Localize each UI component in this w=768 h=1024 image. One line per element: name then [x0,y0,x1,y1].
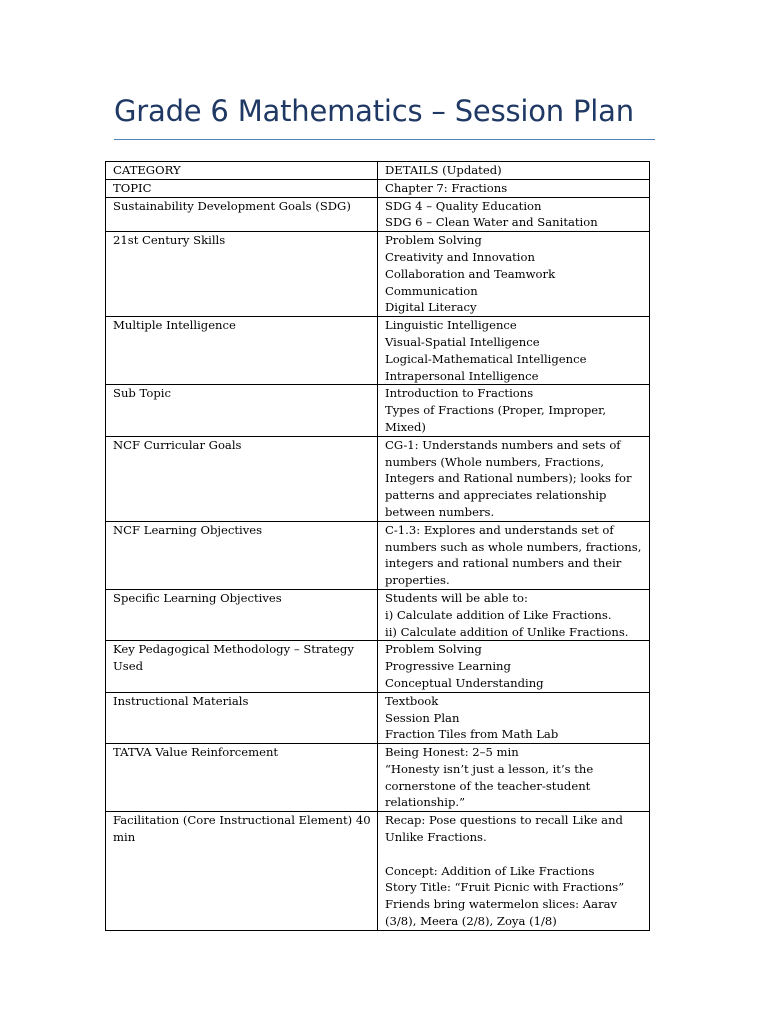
detail-line: Session Plan [385,710,460,725]
table-row [106,641,650,692]
document-title: Grade 6 Mathematics – Session Plan [114,94,634,128]
detail-line: “Honesty isn’t just a lesson, it’s the cornerstone of the teacher-student relationship.” [385,761,594,810]
detail-line: Progressive Learning [385,659,511,674]
detail-line: Linguistic Intelligence [385,318,517,333]
category-cell: Sub Topic [106,385,378,436]
detail-line: Intrapersonal Intelligence [385,368,539,383]
detail-line: Friends bring watermelon slices: Aarav (3/8), Meera (2/8), Zoya (1/8) [385,897,618,929]
detail-line: Logical-Mathematical Intelligence [385,351,587,366]
details-cell [378,436,650,521]
blank-line [385,846,645,863]
detail-line: Students will be able to: [385,590,528,605]
table-row [106,812,650,931]
details-cell [378,521,650,589]
category-cell: NCF Curricular Goals [106,436,378,521]
details-cell [378,197,650,232]
category-cell [106,812,378,931]
category-cell: NCF Learning Objectives [106,521,378,589]
table-row [106,317,650,385]
detail-line: Types of Fractions (Proper, Improper, Mixed) [385,403,607,434]
table-row [106,521,650,589]
detail-line: SDG 6 – Clean Water and Sanitation [385,215,598,230]
detail-line: Introduction to Fractions [385,386,534,401]
category-cell: 21st Century Skills [106,232,378,317]
table-row [106,197,650,232]
detail-line: Creativity and Innovation [385,249,535,264]
detail-line: Visual-Spatial Intelligence [385,334,540,349]
category-text: Facilitation (Core Instructional Element) 40 min [113,813,371,845]
detail-line: Fraction Tiles from Math Lab [385,727,559,742]
detail-line: Being Honest: 2–5 min [385,745,519,760]
detail-line: Story Title: “Fruit Picnic with Fractions” [385,880,625,895]
session-plan-table [105,161,650,931]
details-cell [378,385,650,436]
table-row [106,589,650,640]
category-cell: Instructional Materials [106,692,378,743]
detail-line: Problem Solving [385,642,482,657]
details-cell [378,641,650,692]
title-underline [114,139,655,140]
table-row [106,436,650,521]
details-cell [378,179,650,197]
detail-line: Chapter 7: Fractions [385,180,508,195]
category-cell [106,641,378,692]
detail-line: Communication [385,283,478,298]
details-cell [378,317,650,385]
detail-line: ii) Calculate addition of Unlike Fractions. [385,624,629,639]
detail-line: Problem Solving [385,233,482,248]
table-header-row [106,162,650,180]
details-cell [378,589,650,640]
category-cell: Sustainability Development Goals (SDG) [106,197,378,232]
detail-line: i) Calculate addition of Like Fractions. [385,607,612,622]
detail-line: Concept: Addition of Like Fractions [385,863,595,878]
category-cell: Multiple Intelligence [106,317,378,385]
detail-line: SDG 4 – Quality Education [385,198,542,213]
table-row [106,179,650,197]
header-details-cell: DETAILS (Updated) [378,162,650,180]
category-text: Key Pedagogical Methodology – Strategy Used [113,642,354,674]
table-row [106,692,650,743]
detail-line: Digital Literacy [385,300,477,315]
details-cell [378,232,650,317]
category-cell: TATVA Value Reinforcement [106,744,378,812]
details-cell [378,812,650,931]
detail-line: Collaboration and Teamwork [385,266,556,281]
category-cell: TOPIC [106,179,378,197]
detail-line: C-1.3: Explores and understands set of numbers such as whole numbers, fractions, integers and rational numbers and their properties. [385,522,642,588]
detail-line: CG-1: Understands numbers and sets of numbers (Whole numbers, Fractions, Integers and Rational numbers); looks for patterns and appreciates relationship between numbers. [385,437,632,519]
detail-line: Textbook [385,693,439,708]
detail-line: Conceptual Understanding [385,675,544,690]
details-cell [378,744,650,812]
table-row [106,385,650,436]
header-category-cell: CATEGORY [106,162,378,180]
details-cell [378,692,650,743]
table-row [106,744,650,812]
table-row [106,232,650,317]
detail-line: Recap: Pose questions to recall Like and Unlike Fractions. [385,813,623,845]
category-cell: Specific Learning Objectives [106,589,378,640]
